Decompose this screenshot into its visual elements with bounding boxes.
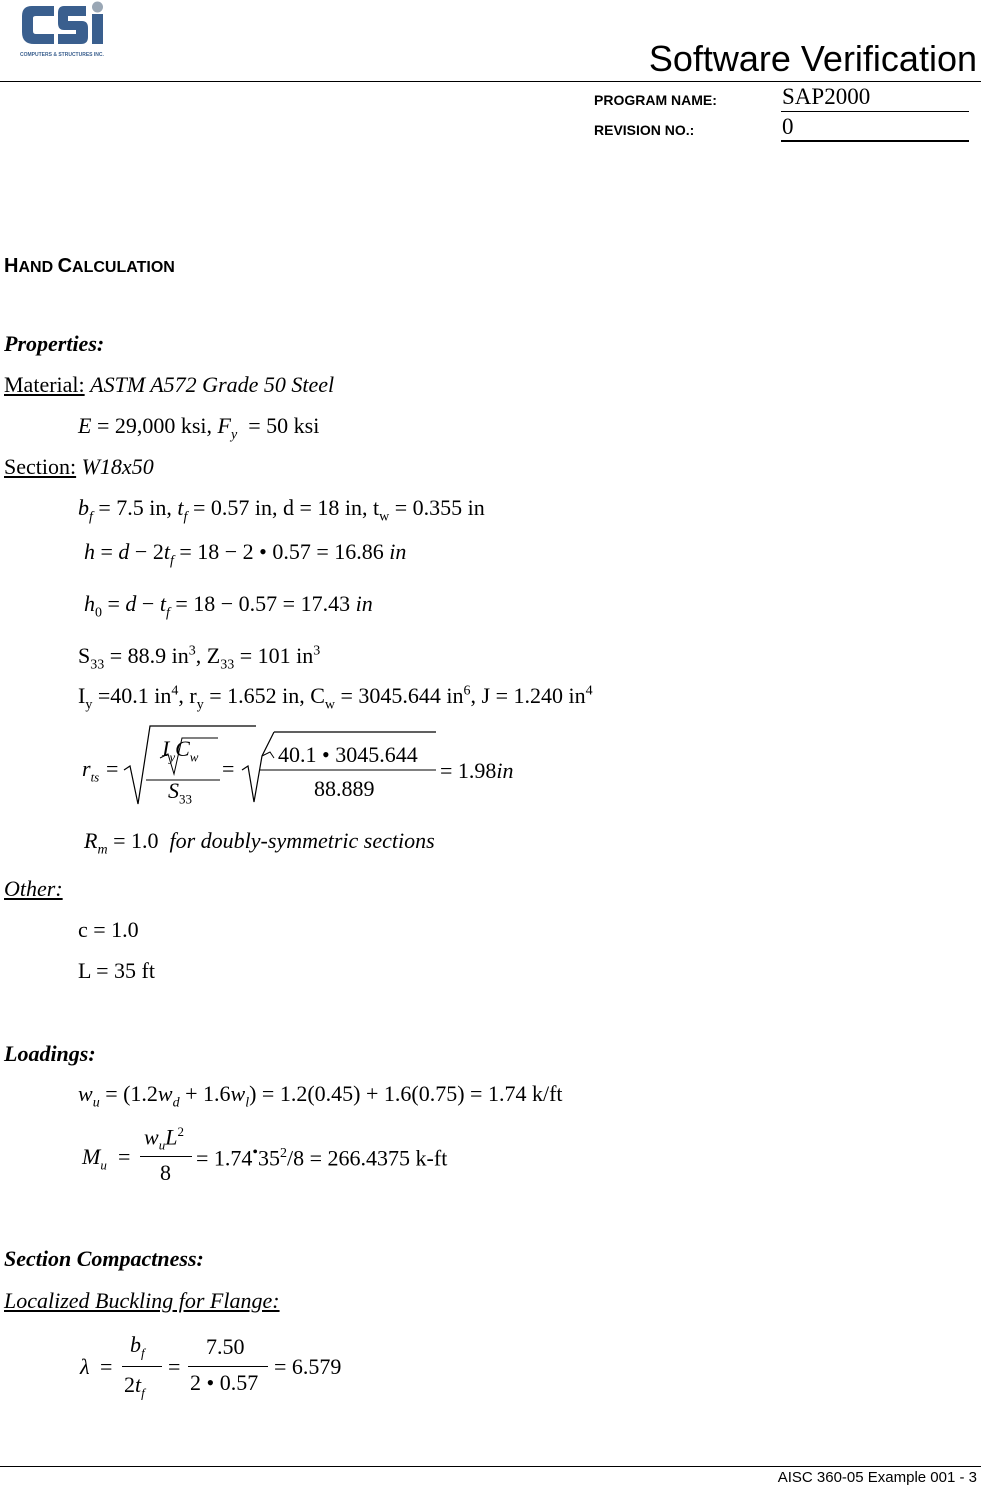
lambda-result: = 6.579 <box>274 1354 342 1379</box>
program-name-label: PROGRAM NAME: <box>594 92 717 108</box>
h0-equation: $h_0 = d - t_f = 18 - 0.57 = 17.43$ in <box>84 591 373 621</box>
loadings-heading: Loadings: <box>4 1041 96 1066</box>
rts-numerator: 40.1 • 3045.644 <box>278 742 418 767</box>
c-line: c = 1.0 <box>78 917 139 942</box>
section-moduli-line: $S_{33} = 88.9$ $in^3$, $Z_{33} = 101$ $in^3$ <box>78 643 321 673</box>
l-line: L = 35 ft <box>78 958 155 983</box>
material-line: Material: ASTM A572 Grade 50 Steel <box>4 372 335 397</box>
h-equation: $h = d - 2t_f = 18 - 2$ • 0.57 = 16.86 in <box>84 539 407 569</box>
revision-label: REVISION NO.: <box>594 122 695 138</box>
mu-equation: $M_u$ = $w_uL^2$ 8 = $1.74^•35^2/8 = 266.4375$ k-ft <box>82 1124 448 1185</box>
footer-reference: AISC 360-05 Example 001 - 3 <box>777 1469 977 1486</box>
rts-result: = 1.98in <box>440 758 514 783</box>
lambda-fraction-bar-1 <box>122 1366 162 1367</box>
e-fy-line: E = 29,000 ksi, $F_y = 50$ ksi <box>78 413 320 443</box>
logo-subtext: COMPUTERS & STRUCTURES INC. <box>20 52 104 58</box>
program-name-value: SAP2000 <box>782 84 871 109</box>
revision-value: 0 <box>782 114 794 139</box>
program-name-underline <box>781 111 969 112</box>
mu-fraction-bar <box>140 1156 192 1157</box>
csi-logo <box>18 0 110 62</box>
rts-equation: $r_{ts}$ = $I_yC_w$ $S_{33}$ = 40.1 • 3045.644 88.889 = 1.98in <box>82 722 542 812</box>
revision-underline <box>781 140 969 142</box>
rm-line: $R_m = 1.0$ for doubly-symmetric sections <box>84 828 435 858</box>
rts-denominator: 88.889 <box>314 776 375 801</box>
page-title: Software Verification <box>648 38 977 79</box>
lambda-numerator: 7.50 <box>206 1334 245 1359</box>
section-line: Section: W18x50 <box>4 454 154 479</box>
other-heading: Other: <box>4 876 63 901</box>
compactness-heading: Section Compactness: <box>4 1246 204 1271</box>
properties-heading: Properties: <box>4 331 105 356</box>
lambda-denominator: 2 • 0.57 <box>190 1370 259 1395</box>
flange-heading: Localized Buckling for Flange: <box>4 1288 280 1313</box>
section-heading: HAND CALCULATION <box>4 255 175 277</box>
inertia-line: $I_y =40.1$ $in^4$, $r_y = 1.652$ in, $C_w = 3045.644$ $in^6$, J = 1.240 $in^4$ <box>78 683 593 713</box>
mu-denominator: 8 <box>160 1160 171 1185</box>
wu-line: $w_u = (1.2w_d + 1.6w_l) = 1.2(0.45) + 1.6(0.75) = 1.74$ k/ft <box>78 1081 563 1111</box>
lambda-fraction-bar-2 <box>188 1366 268 1367</box>
lambda-equation: λ = $b_f$ $2t_f$ = 7.50 2 • 0.57 = 6.579 <box>80 1332 342 1401</box>
dimensions-line: $b_f = 7.5$ in, $t_f = 0.57$ in, d = 18 in, $t_w = 0.355$ in <box>78 495 485 525</box>
header-rule <box>0 81 981 82</box>
footer-rule <box>0 1466 981 1467</box>
